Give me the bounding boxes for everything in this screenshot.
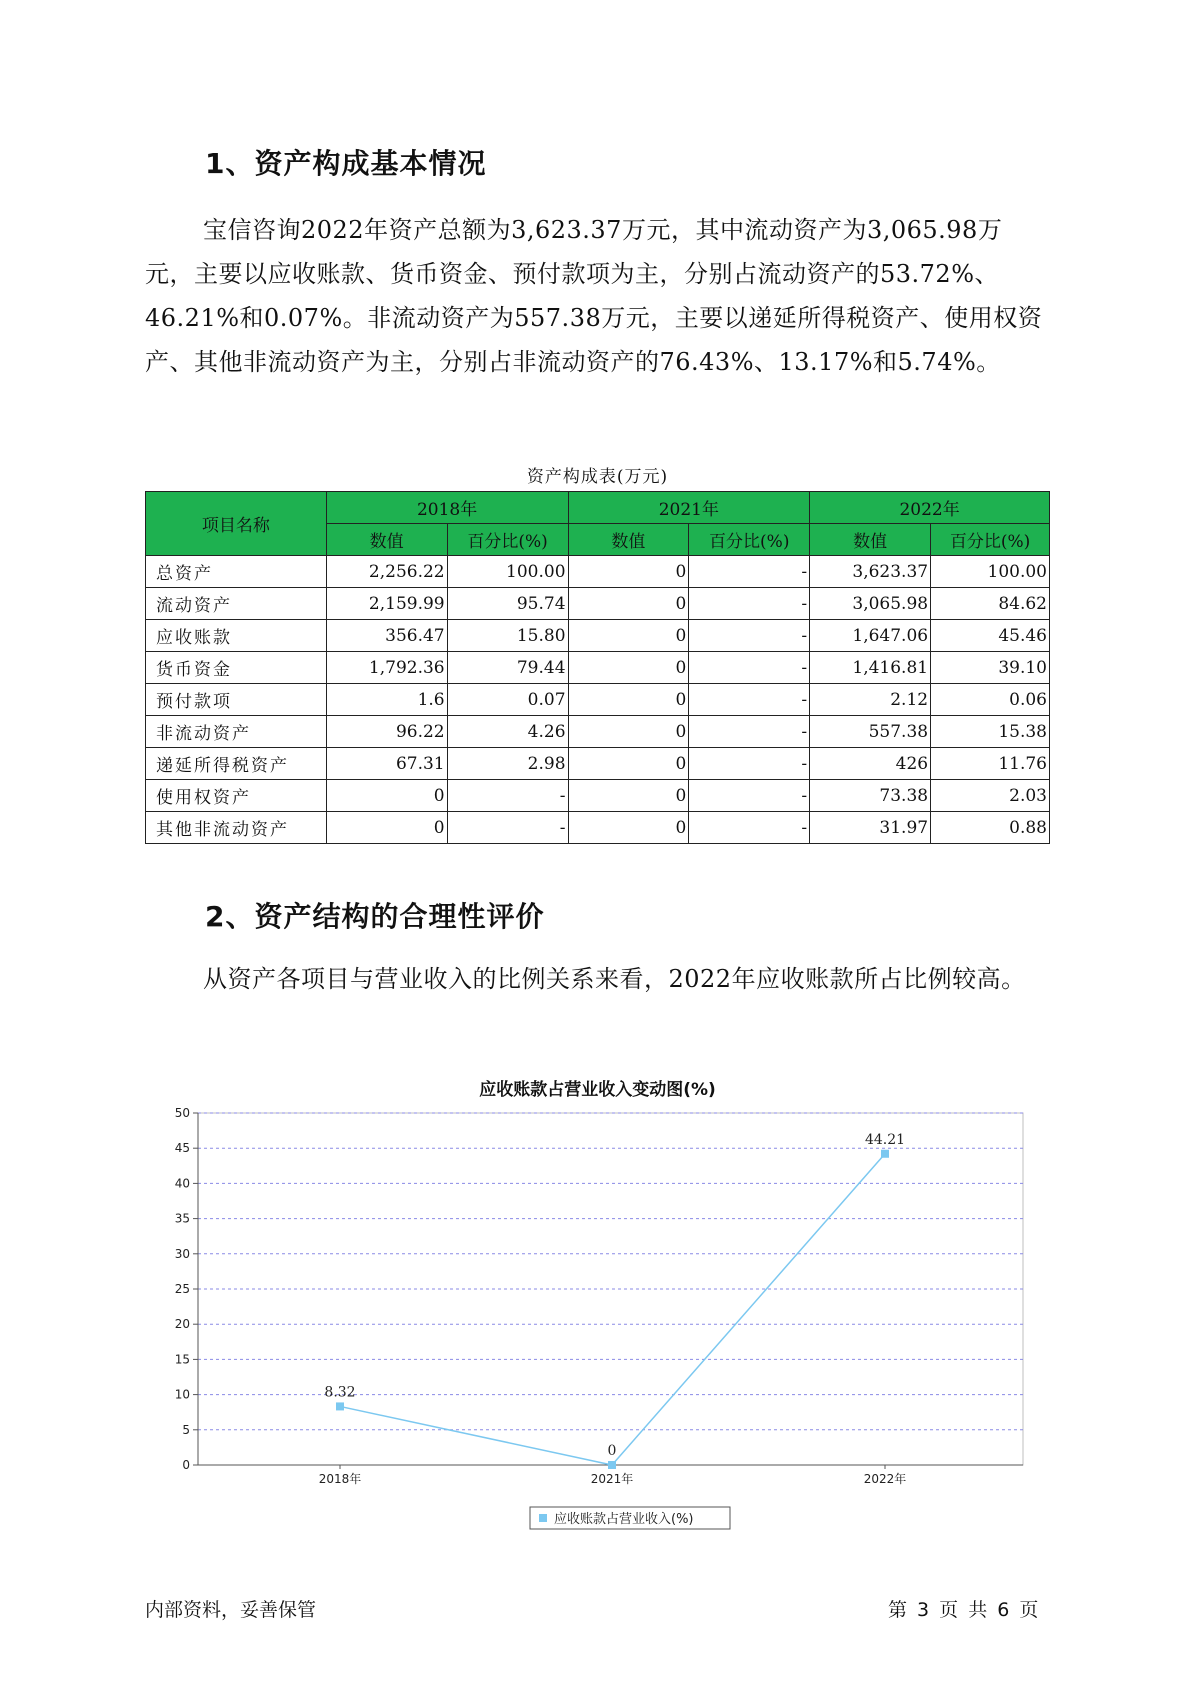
table-cell: 0.88 <box>931 812 1050 844</box>
table-cell: 67.31 <box>326 748 447 780</box>
table-cell: 0 <box>326 780 447 812</box>
table-cell: 11.76 <box>931 748 1050 780</box>
subheader-percent: 百分比(%) <box>931 524 1050 556</box>
table-cell: - <box>689 780 810 812</box>
page-number: 第 3 页 共 6 页 <box>888 1599 1039 1621</box>
table-cell: 0 <box>568 716 689 748</box>
table-cell: 1,647.06 <box>810 620 931 652</box>
table-cell: 100.00 <box>931 556 1050 588</box>
row-name: 预付款项 <box>146 684 327 716</box>
table-cell: 3,623.37 <box>810 556 931 588</box>
table-cell: 2,159.99 <box>326 588 447 620</box>
table-cell: 15.80 <box>447 620 568 652</box>
table-cell: - <box>689 812 810 844</box>
subheader-value: 数值 <box>810 524 931 556</box>
y-tick-label: 50 <box>174 1106 190 1120</box>
legend-label: 应收账款占营业收入(%) <box>554 1512 694 1527</box>
table-cell: 0 <box>568 684 689 716</box>
table-cell: - <box>689 620 810 652</box>
y-tick-label: 5 <box>182 1422 190 1437</box>
row-name: 应收账款 <box>146 620 327 652</box>
x-tick-label: 2022年 <box>863 1472 907 1486</box>
table-cell: 96.22 <box>326 716 447 748</box>
table-cell: 0 <box>568 556 689 588</box>
table-cell: 2,256.22 <box>326 556 447 588</box>
table-cell: 0.07 <box>447 684 568 716</box>
subheader-value: 数值 <box>568 524 689 556</box>
section2-heading: 2、资产结构的合理性评价 <box>205 900 545 933</box>
row-name: 非流动资产 <box>146 716 327 748</box>
table-cell: 557.38 <box>810 716 931 748</box>
table-cell: 45.46 <box>931 620 1050 652</box>
header-year: 2021年 <box>568 492 810 524</box>
table-cell: - <box>689 748 810 780</box>
header-year: 2022年 <box>810 492 1050 524</box>
table-cell: 0 <box>568 588 689 620</box>
header-year: 2018年 <box>326 492 568 524</box>
header-item-name: 项目名称 <box>146 492 327 556</box>
section2-paragraph: 从资产各项目与营业收入的比例关系来看，2022年应收账款所占比例较高。 <box>203 965 1026 993</box>
table-cell: 0 <box>568 812 689 844</box>
y-tick-label: 35 <box>174 1211 190 1226</box>
row-name: 使用权资产 <box>146 780 327 812</box>
table-cell: 31.97 <box>810 812 931 844</box>
row-name: 递延所得税资产 <box>146 748 327 780</box>
table-cell: 4.26 <box>447 716 568 748</box>
table-cell: - <box>689 684 810 716</box>
table-cell: 1,416.81 <box>810 652 931 684</box>
table-cell: 0 <box>326 812 447 844</box>
footer-note: 内部资料，妥善保管 <box>145 1599 317 1621</box>
data-point <box>336 1402 344 1410</box>
subheader-percent: 百分比(%) <box>447 524 568 556</box>
table-cell: 1.6 <box>326 684 447 716</box>
section1-paragraph: 宝信咨询2022年资产总额为3,623.37万元，其中流动资产为3,065.98万元，主要以应收账款、货币资金、预付款项为主，分别占流动资产的53.72%、46.21%和0.07%。非流动资产为557.38万元，主要以递延所得税资产、使用权资产、其他非流动资产为主，分别占非流动资产的76.43%、13.17%和5.74%。 <box>145 216 1043 376</box>
table-cell: 100.00 <box>447 556 568 588</box>
row-name: 总资产 <box>146 556 327 588</box>
plot-area <box>198 1113 1023 1465</box>
table-cell: 2.12 <box>810 684 931 716</box>
row-name: 货币资金 <box>146 652 327 684</box>
table-cell: 39.10 <box>931 652 1050 684</box>
x-tick-label: 2018年 <box>318 1472 362 1486</box>
data-label: 8.32 <box>324 1384 356 1401</box>
table-cell: 3,065.98 <box>810 588 931 620</box>
data-label: 0 <box>607 1443 617 1459</box>
data-point <box>881 1150 889 1158</box>
data-point <box>608 1461 616 1469</box>
table-cell: 73.38 <box>810 780 931 812</box>
row-name: 其他非流动资产 <box>146 812 327 844</box>
chart-title: 应收账款占营业收入变动图(%) <box>479 1080 716 1100</box>
table-cell: - <box>689 588 810 620</box>
table-cell: 0 <box>568 780 689 812</box>
y-tick-label: 45 <box>174 1141 190 1156</box>
table-cell: - <box>447 780 568 812</box>
x-tick-label: 2021年 <box>590 1472 634 1486</box>
y-tick-label: 25 <box>174 1282 190 1296</box>
table-cell: - <box>689 716 810 748</box>
subheader-percent: 百分比(%) <box>689 524 810 556</box>
table-cell: 0 <box>568 620 689 652</box>
y-tick-label: 10 <box>174 1387 190 1402</box>
table-cell: 2.98 <box>447 748 568 780</box>
table-cell: 79.44 <box>447 652 568 684</box>
table-cell: - <box>689 652 810 684</box>
table-cell: 0 <box>568 748 689 780</box>
row-name: 流动资产 <box>146 588 327 620</box>
table-caption: 资产构成表(万元) <box>526 467 669 487</box>
y-tick-label: 0 <box>182 1458 190 1472</box>
table-cell: - <box>447 812 568 844</box>
section1-heading: 1、资产构成基本情况 <box>205 147 487 180</box>
table-cell: - <box>689 556 810 588</box>
table-cell: 356.47 <box>326 620 447 652</box>
table-cell: 95.74 <box>447 588 568 620</box>
y-tick-label: 20 <box>174 1317 190 1332</box>
subheader-value: 数值 <box>326 524 447 556</box>
legend-marker <box>539 1514 547 1522</box>
data-label: 44.21 <box>864 1131 906 1148</box>
table-cell: 15.38 <box>931 716 1050 748</box>
table-cell: 1,792.36 <box>326 652 447 684</box>
y-tick-label: 40 <box>174 1176 190 1191</box>
table-cell: 0 <box>568 652 689 684</box>
table-cell: 84.62 <box>931 588 1050 620</box>
table-cell: 426 <box>810 748 931 780</box>
table-cell: 2.03 <box>931 780 1050 812</box>
table-cell: 0.06 <box>931 684 1050 716</box>
y-tick-label: 30 <box>174 1246 190 1261</box>
y-tick-label: 15 <box>174 1352 190 1367</box>
